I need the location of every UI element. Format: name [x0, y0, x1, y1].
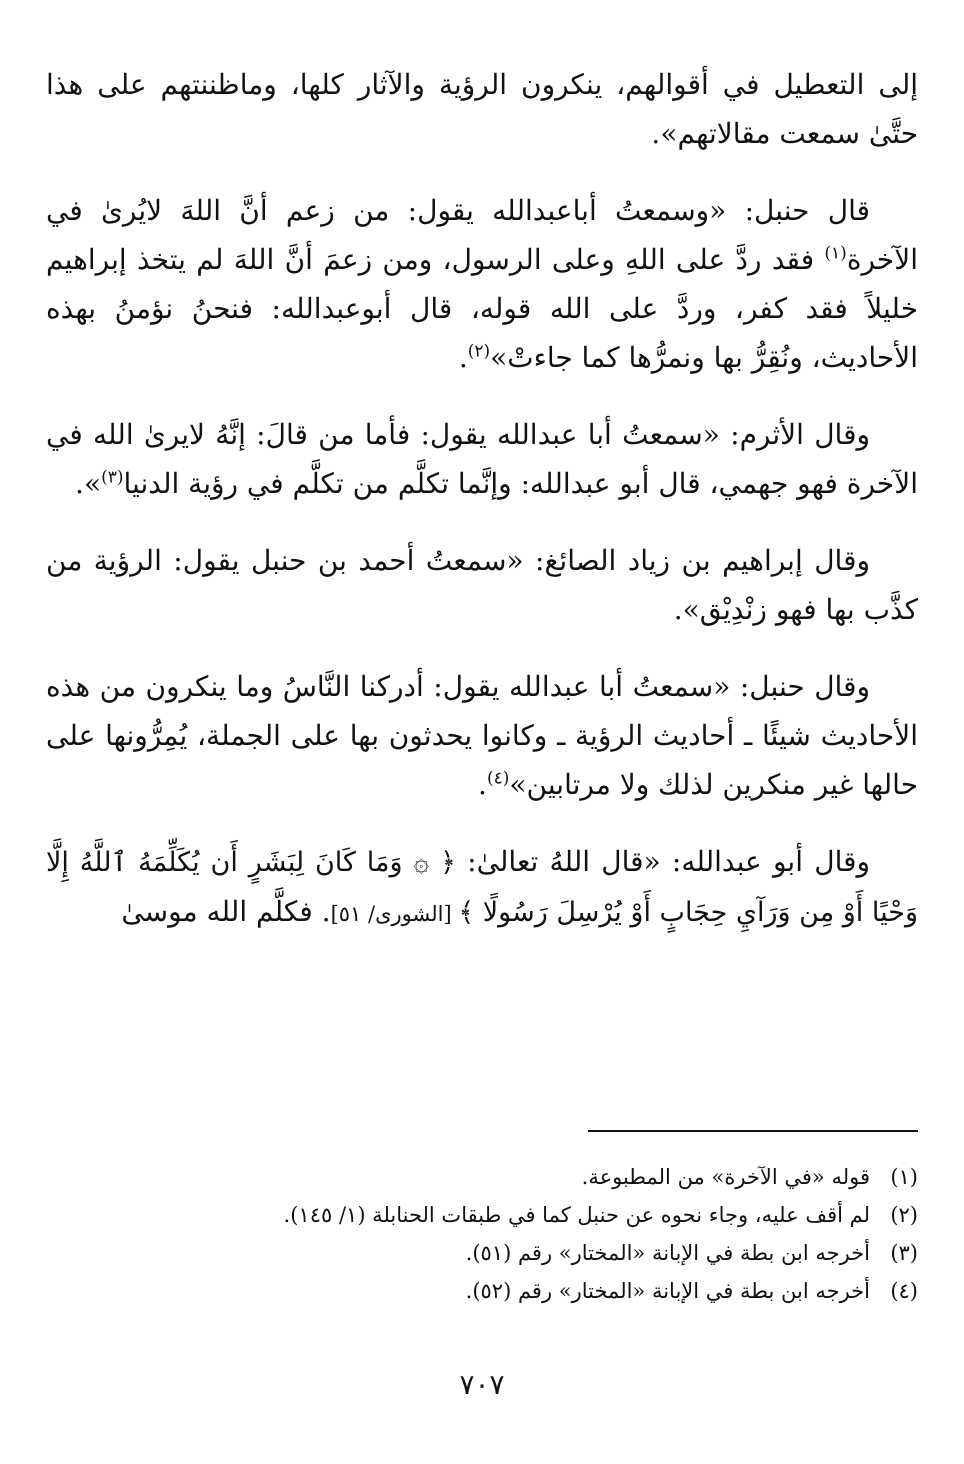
paragraph-3-text-b: ». [75, 467, 102, 500]
main-text [46, 60, 918, 967]
paragraph-1 [46, 60, 918, 158]
footnote-text: أخرجه ابن بطة في الإبانة «المختار» رقم (٥٢). [465, 1279, 870, 1303]
paragraph-3 [46, 410, 918, 508]
page-number: ٧٠٧ [459, 1368, 505, 1401]
footnote-text: لم أقف عليه، وجاء نحوه عن حنبل كما في طبقات الحنابلة (١/ ١٤٥). [283, 1203, 870, 1227]
paragraph-2 [46, 186, 918, 382]
footnote-number: (٣) [890, 1241, 918, 1265]
verse-reference: [الشورى/ ٥١] [330, 902, 459, 926]
paragraph-2-text-a: قال حنبل: «وسمعتُ أباعبدالله يقول: من زعم أنَّ اللهَ لايُرىٰ في الآخرة [46, 194, 918, 276]
paragraph-4-text: وقال إبراهيم بن زياد الصائغ: «سمعتُ أحمد بن حنبل يقول: الرؤية من كذَّب بها فهو زنْدِيْق». [46, 544, 918, 626]
paragraph-6-text-b: . فكلَّم الله موسىٰ [121, 895, 331, 928]
paragraph-5 [46, 662, 918, 809]
footnote-text: أخرجه ابن بطة في الإبانة «المختار» رقم (٥١). [465, 1241, 870, 1265]
paragraph-4 [46, 536, 918, 634]
footnote-number: (٢) [890, 1203, 918, 1227]
paragraph-2-text-c: . [458, 341, 468, 374]
footnote-ref-4[interactable]: (٤) [486, 768, 510, 789]
paragraph-5-text-b: . [478, 768, 487, 801]
footnote-ref-3[interactable]: (٣) [101, 467, 124, 488]
footnote-3 [46, 1234, 918, 1272]
footnote-number: (١) [890, 1165, 918, 1189]
paragraph-1-text: إلى التعطيل في أقوالهم، ينكرون الرؤية والآثار كلها، وماظننتهم على هذا حتَّىٰ سمعت مقالاتهم». [46, 68, 918, 150]
footnotes [46, 1158, 918, 1310]
quran-verse: ﴿ ۞ وَمَا كَانَ لِبَشَرٍ أَن يُكَلِّمَهُ ٱللَّهُ إِلَّا وَحْيًا أَوْ مِن وَرَآيِ حِجَابٍ أَوْ يُرْسِلَ رَسُولًا ﴾ [46, 847, 918, 928]
paragraph-6 [46, 837, 918, 939]
footnote-ref-2[interactable]: (٢) [467, 341, 491, 362]
footnote-2 [46, 1196, 918, 1234]
paragraph-2-text-b: فقد ردَّ على اللهِ وعلى الرسول، ومن زعمَ أنَّ اللهَ لم يتخذ إبراهيم خليلاً فقد كفر، وردَّ على الله قوله، قال أبوعبدالله: فنحنُ نؤمنُ بهذه الأحاديث، ونُقِرُّ بها ونمرُّها كما جاءتْ» [46, 243, 918, 374]
footnote-ref-1[interactable]: (١) [824, 243, 847, 264]
paragraph-3-text-a: وقال الأثرم: «سمعتُ أبا عبدالله يقول: فأما من قالَ: إنَّهُ لايرىٰ الله في الآخرة فهو جهمي، قال أبو عبدالله: وإنَّما تكلَّم من تكلَّم في رؤية الدنيا [46, 418, 918, 500]
footnote-1 [46, 1158, 918, 1196]
footnote-number: (٤) [890, 1279, 918, 1303]
paragraph-5-text-a: وقال حنبل: «سمعتُ أبا عبدالله يقول: أدركنا النَّاسُ وما ينكرون من هذه الأحاديث شيئًا ـ أحاديث الرؤية ـ وكانوا يحدثون بها على الجملة، يُمِرُّونها على حالها غير منكرين لذلك ولا مرتابين» [46, 670, 918, 801]
footnote-4 [46, 1272, 918, 1310]
footnote-divider [588, 1130, 918, 1132]
paragraph-6-text-a: وقال أبو عبدالله: «قال اللهُ تعالىٰ: [455, 845, 871, 878]
footnote-text: قوله «في الآخرة» من المطبوعة. [581, 1165, 870, 1189]
